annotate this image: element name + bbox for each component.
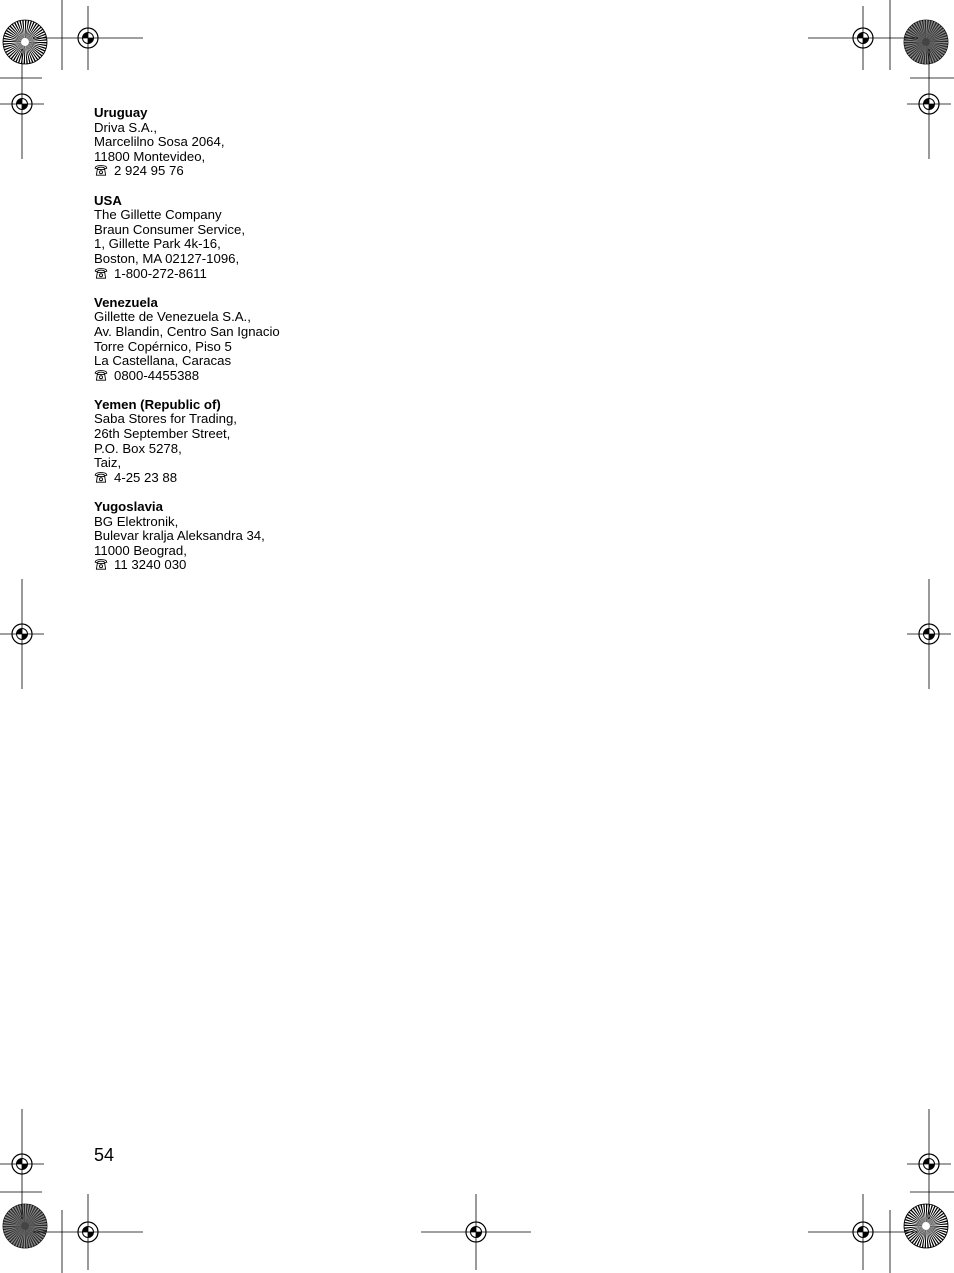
address-line: 26th September Street, bbox=[94, 426, 231, 442]
starburst-target-icon bbox=[3, 1204, 47, 1248]
address-line: Braun Consumer Service, bbox=[94, 221, 245, 237]
country-name: USA bbox=[94, 192, 122, 208]
address-line: BG Elektronik, bbox=[94, 513, 179, 529]
address-line: Bulevar kralja Aleksandra 34, bbox=[94, 528, 265, 544]
country-name: Yugoslavia bbox=[94, 499, 163, 515]
starburst-target-icon bbox=[3, 20, 47, 64]
telephone-icon bbox=[94, 559, 108, 570]
registration-mark-icon bbox=[421, 1194, 531, 1270]
registration-mark-icon bbox=[0, 49, 44, 159]
address-line: 1, Gillette Park 4k-16, bbox=[94, 236, 221, 252]
phone-line bbox=[94, 164, 514, 179]
registration-mark-icon bbox=[0, 1109, 44, 1219]
phone-line bbox=[94, 471, 514, 486]
registration-mark-icon bbox=[907, 49, 951, 159]
registration-mark-icon bbox=[33, 6, 143, 70]
service-entry-yemen bbox=[94, 398, 514, 486]
address-line: Torre Copérnico, Piso 5 bbox=[94, 338, 232, 354]
service-entry-venezuela bbox=[94, 296, 514, 384]
telephone-icon bbox=[94, 370, 108, 381]
service-entry-yugoslavia bbox=[94, 500, 514, 573]
registration-mark-icon bbox=[33, 1194, 143, 1270]
address-line: Saba Stores for Trading, bbox=[94, 411, 237, 427]
starburst-target-icon bbox=[904, 20, 948, 64]
phone-number: 11 3240 030 bbox=[114, 557, 187, 573]
address-line: La Castellana, Caracas bbox=[94, 353, 232, 369]
phone-number: 1-800-272-8611 bbox=[114, 265, 207, 281]
page-number: 54 bbox=[94, 1145, 115, 1165]
phone-number: 2 924 95 76 bbox=[114, 163, 184, 179]
address-line: Driva S.A., bbox=[94, 119, 158, 135]
phone-line bbox=[94, 558, 514, 573]
address-line: Av. Blandin, Centro San Ignacio bbox=[94, 323, 280, 339]
country-name: Uruguay bbox=[94, 105, 148, 120]
registration-mark-icon bbox=[907, 1109, 951, 1219]
telephone-icon bbox=[94, 472, 108, 483]
phone-line bbox=[94, 369, 514, 384]
service-entry-uruguay bbox=[94, 106, 514, 179]
address-line: 11800 Montevideo, bbox=[94, 148, 206, 164]
country-name: Yemen (Republic of) bbox=[94, 396, 221, 412]
address-line: 11000 Beograd, bbox=[94, 542, 187, 558]
country-name: Venezuela bbox=[94, 294, 158, 310]
registration-mark-icon bbox=[808, 1194, 918, 1270]
telephone-icon bbox=[94, 165, 108, 176]
address-line: The Gillette Company bbox=[94, 207, 222, 223]
service-centre-list bbox=[94, 106, 514, 588]
registration-mark-icon bbox=[808, 6, 918, 70]
service-entry-usa bbox=[94, 194, 514, 282]
address-line: Marcelilno Sosa 2064, bbox=[94, 134, 225, 150]
telephone-icon bbox=[94, 268, 108, 279]
phone-line bbox=[94, 267, 514, 282]
phone-number: 4-25 23 88 bbox=[114, 469, 178, 485]
phone-number: 0800-4455388 bbox=[114, 367, 200, 383]
registration-mark-icon bbox=[907, 579, 951, 689]
address-line: P.O. Box 5278, bbox=[94, 440, 182, 456]
address-line: Taiz, bbox=[94, 455, 122, 471]
address-line: Gillette de Venezuela S.A., bbox=[94, 309, 251, 325]
address-line: Boston, MA 02127-1096, bbox=[94, 250, 240, 266]
registration-mark-icon bbox=[0, 579, 44, 689]
starburst-target-icon bbox=[904, 1204, 948, 1248]
